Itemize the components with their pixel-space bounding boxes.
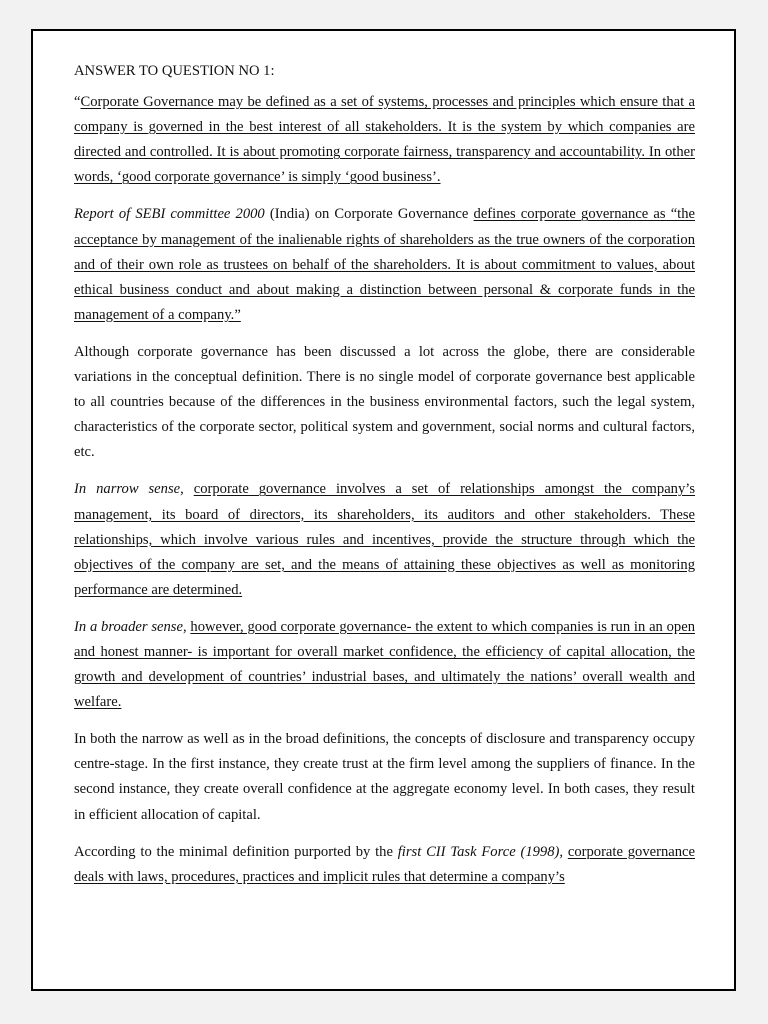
paragraph-narrow-sense bbox=[74, 477, 695, 602]
paragraph-definition bbox=[74, 90, 695, 190]
document-body bbox=[74, 59, 695, 902]
sebi-report-title: Report of SEBI committee 2000 bbox=[74, 206, 265, 223]
sebi-report-intro: (India) on Corporate Governance bbox=[264, 206, 474, 223]
document-page bbox=[31, 29, 736, 991]
narrow-sense-separator: , bbox=[180, 481, 194, 498]
paragraph-broader-sense bbox=[74, 615, 695, 715]
paragraph-cii-task-force bbox=[74, 840, 695, 890]
cii-definition-text: corporate governance deals with laws, procedures, practices and implicit rules that determine a company’s bbox=[74, 843, 695, 885]
narrow-sense-label: In narrow sense bbox=[74, 481, 181, 498]
cii-intro: According to the minimal definition purported by the bbox=[74, 843, 398, 860]
answer-heading: ANSWER TO QUESTION NO 1: bbox=[74, 63, 275, 79]
narrow-sense-text: corporate governance involves a set of relationships amongst the company’s management, its board of directors, its shareholders, its auditors and other stakeholders. These relationships, which involve various rules and incentives, provide the structure through which the objectives of the company are set, and the means of attaining these objectives as well as monitoring performance are determined. bbox=[74, 481, 696, 598]
paragraph-variations: Although corporate governance has been discussed a lot across the globe, there are considerable variations in the conceptual definition. There is no single model of corporate governance best applicable to all countries because of the differences in the business environmental factors, such the legal system, characteristics of the corporate sector, political system and government, social norms and cultural factors, etc. bbox=[74, 343, 695, 461]
paragraph-disclosure: In both the narrow as well as in the broad definitions, the concepts of disclosure and transparency occupy centre-stage. In the first instance, they create trust at the firm level among the suppliers of finance. In the second instance, they create overall confidence at the aggregate economy level. In both cases, they result in efficient allocation of capital. bbox=[74, 731, 695, 823]
paragraph-sebi-report bbox=[74, 202, 695, 327]
broader-sense-text: however, good corporate governance- the extent to which companies is run in an open and honest manner- is important for overall market confidence, the efficiency of capital allocation, the growth and development of countries’ industrial bases, and ultimately the nations’ overall wealth and welfare. bbox=[74, 618, 696, 711]
cii-task-force-title: first CII Task Force (1998), bbox=[397, 843, 564, 860]
broader-sense-label: In a broader sense bbox=[74, 618, 183, 635]
broader-sense-separator: , bbox=[182, 618, 191, 635]
sebi-definition-text: defines corporate governance as “the acceptance by management of the inalienable rights of shareholders as the true owners of the corporation and of their own role as trustees on behalf of the shareholders. It is about commitment to values, about ethical business conduct and about making a distinction between personal & corporate funds in the management of a company.” bbox=[74, 206, 695, 323]
definition-text: Corporate Governance may be defined as a set of systems, processes and principles which ensure that a company is governed in the best interest of all stakeholders. It is the system by which companies are directed and controlled. It is about promoting corporate fairness, transparency and accountability. In other words, ‘good corporate governance’ is simply ‘good business’. bbox=[74, 94, 695, 186]
open-quote: “ bbox=[74, 94, 81, 111]
